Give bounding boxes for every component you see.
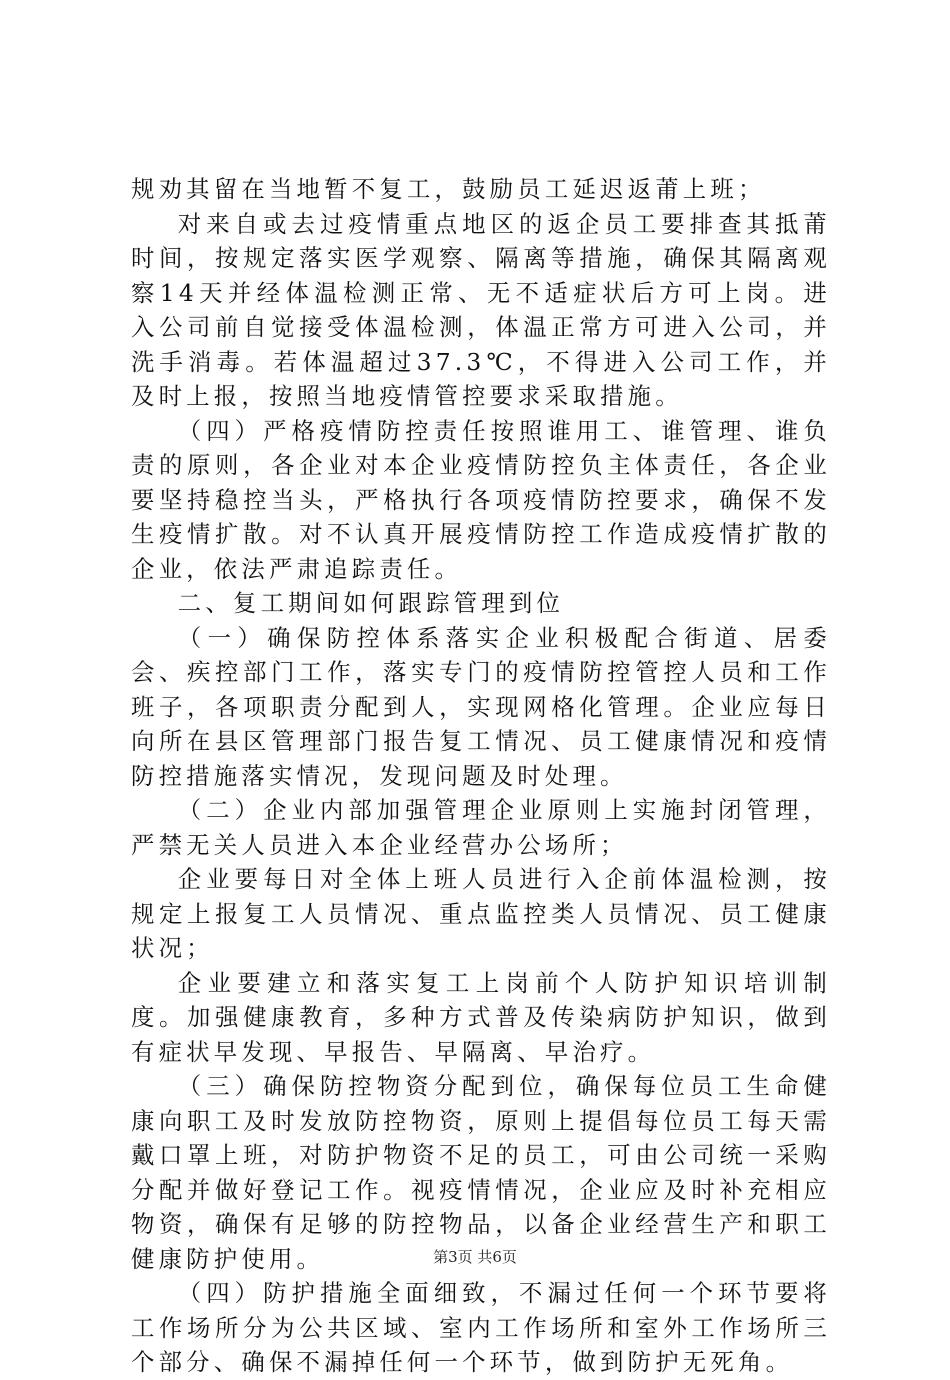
paragraph: （四）严格疫情防控责任按照谁用工、谁管理、谁负责的原则，各企业对本企业疫情防控负主体责任，各企业要坚持稳控当头，严格执行各项疫情防控要求，确保不发生疫情扩散。对不认真开展疫情防控工作造成疫情扩散的企业，依法严肃追踪责任。 [131,416,831,583]
paragraph: 对来自或去过疫情重点地区的返企员工要排查其抵莆时间，按规定落实医学观察、隔离等措施，确保其隔离观察14天并经体温检测正常、无不适症状后方可上岗。进入公司前自觉接受体温检测，体温正常方可进入公司，并洗手消毒。若体温超过37.3℃，不得进入公司工作，并及时上报，按照当地疫情管控要求采取措施。 [131,209,831,410]
paragraph: 规劝其留在当地暂不复工，鼓励员工延迟返莆上班； [131,175,766,203]
paragraph: （四）防护措施全面细致，不漏过任何一个环节要将工作场所分为公共区域、室内工作场所和室外工作场所三个部分、确保不漏掉任何一个环节，做到防护无死角。 [131,1279,831,1376]
paragraph: 企业要建立和落实复工上岗前个人防护知识培训制度。加强健康教育，多种方式普及传染病防护知识，做到有症状早发现、早报告、早隔离、早治疗。 [131,968,831,1066]
paragraph: （二）企业内部加强管理企业原则上实施封闭管理，严禁无关人员进入本企业经营办公场所； [131,796,831,859]
page-number-footer: 第3页 共6页 [433,1248,517,1266]
document-body [131,172,831,1380]
paragraph: 企业要每日对全体上班人员进行入企前体温检测，按规定上报复工人员情况、重点监控类人员情况、员工健康状况； [131,865,831,962]
section-heading: 二、复工期间如何跟踪管理到位 [177,589,565,617]
paragraph: （一）确保防控体系落实企业积极配合街道、居委会、疾控部门工作，落实专门的疫情防控管控人员和工作班子，各项职责分配到人，实现网格化管理。企业应每日向所在县区管理部门报告复工情况、员工健康情况和疫情防控措施落实情况，发现问题及时处理。 [131,623,831,790]
paragraph: （三）确保防控物资分配到位，确保每位员工生命健康向职工及时发放防控物资，原则上提倡每位员工每天需戴口罩上班，对防护物资不足的员工，可由公司统一采购分配并做好登记工作。视疫情情况，企业应及时补充相应物资，确保有足够的防控物品，以备企业经营生产和职工健康防护使用。 [131,1072,831,1273]
